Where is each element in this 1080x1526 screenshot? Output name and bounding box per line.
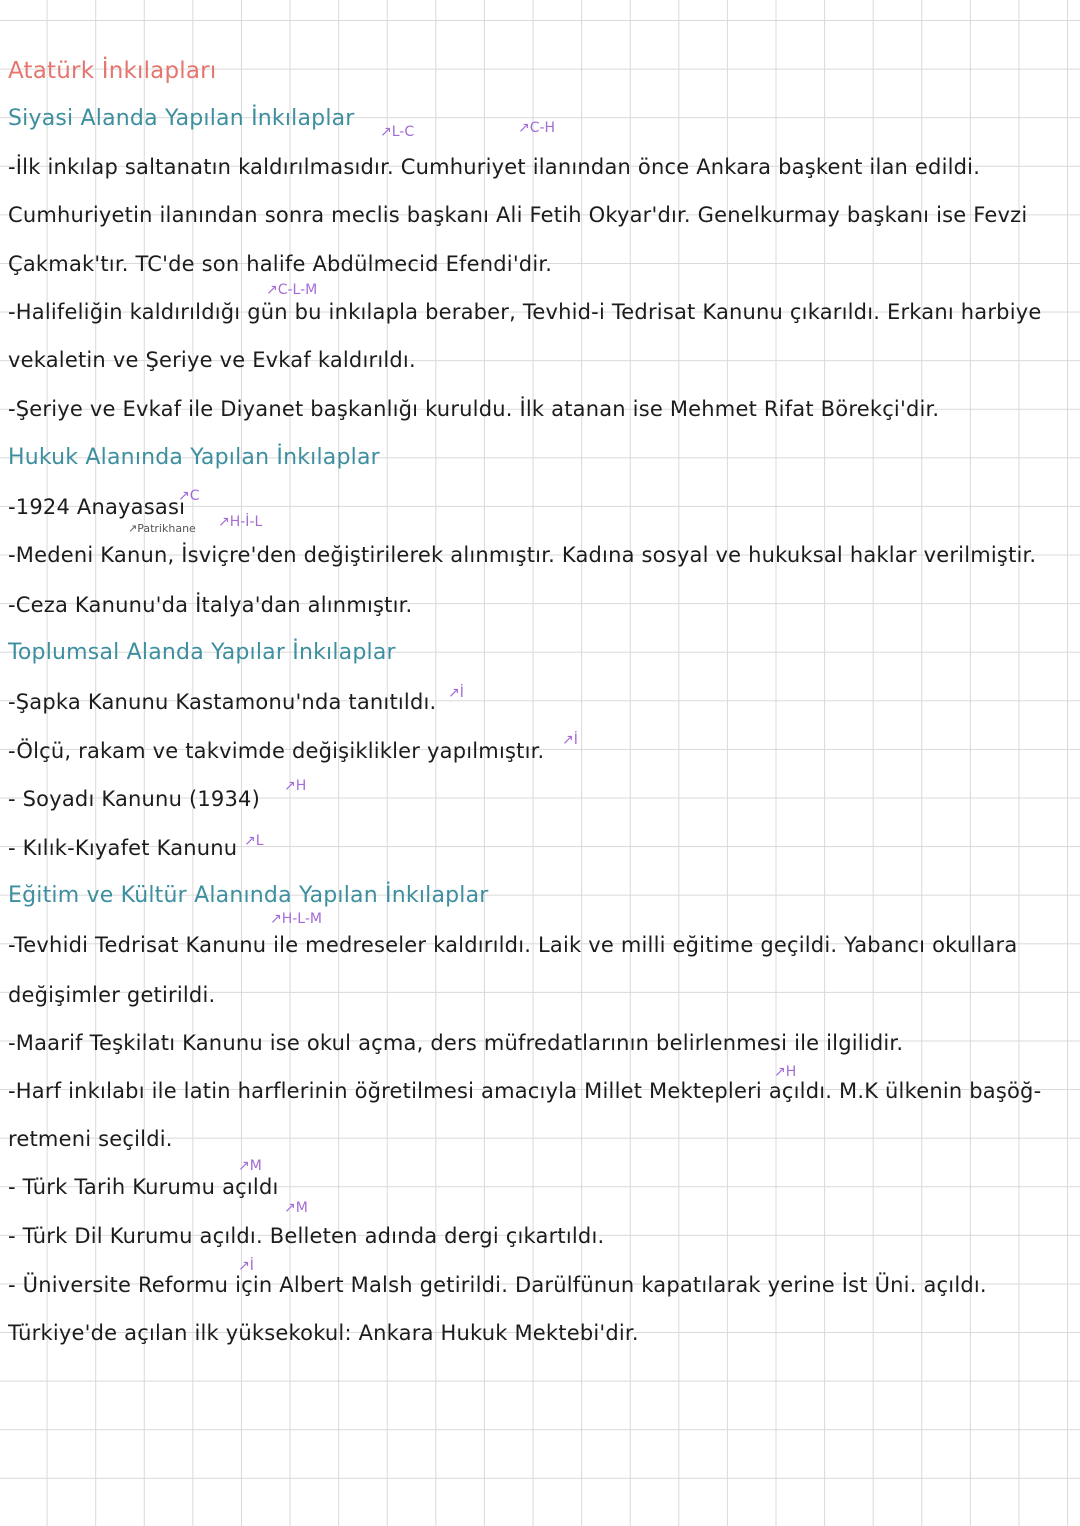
page-title: Atatürk İnkılapları xyxy=(8,58,217,84)
annotation-note: ↗M xyxy=(238,1158,262,1174)
toplumsal-line-3: - Soyadı Kanunu (1934) xyxy=(8,787,260,811)
annotation-note: ↗L xyxy=(244,833,264,849)
toplumsal-heading: Toplumsal Alanda Yapılar İnkılaplar xyxy=(8,640,396,665)
egitim-line-5: retmeni seçildi. xyxy=(8,1127,173,1151)
siyasi-line-4: -Halifeliğin kaldırıldığı gün bu inkılapla beraber, Tevhid-i Tedrisat Kanunu çıkarıldı. Erkanı harbiye xyxy=(8,300,1042,324)
annotation-note: ↗H xyxy=(774,1064,797,1080)
annotation-note: ↗C-L-M xyxy=(266,282,318,298)
siyasi-line-1: -İlk inkılap saltanatın kaldırılmasıdır. Cumhuriyet ilanından önce Ankara başkent ilan edildi. xyxy=(8,155,981,179)
annotation-note: ↗C xyxy=(178,488,200,504)
egitim-line-2: değişimler getirildi. xyxy=(8,983,216,1007)
annotation-note: ↗C-H xyxy=(518,120,556,136)
siyasi-line-3: Çakmak'tır. TC'de son halife Abdülmecid Efendi'dir. xyxy=(8,252,553,276)
egitim-line-9: Türkiye'de açılan ilk yüksekokul: Ankara Hukuk Mektebi'dir. xyxy=(8,1321,639,1345)
toplumsal-line-4: - Kılık-Kıyafet Kanunu xyxy=(8,836,238,860)
egitim-line-8: - Üniversite Reformu için Albert Malsh getirildi. Darülfünun kapatılarak yerine İst Üni. açıldı. xyxy=(8,1273,987,1297)
hukuk-heading: Hukuk Alanında Yapılan İnkılaplar xyxy=(8,445,380,470)
siyasi-line-5: vekaletin ve Şeriye ve Evkaf kaldırıldı. xyxy=(8,348,416,372)
hukuk-line-2: -Medeni Kanun, İsviçre'den değiştirilerek alınmıştır. Kadına sosyal ve hukuksal haklar verilmiştir. xyxy=(8,543,1037,567)
siyasi-heading: Siyasi Alanda Yapılan İnkılaplar xyxy=(8,106,355,131)
egitim-line-4: -Harf inkılabı ile latin harflerinin öğretilmesi amacıyla Millet Mektepleri açıldı. M.K ülkenin başöğ- xyxy=(8,1079,1042,1103)
egitim-line-7: - Türk Dil Kurumu açıldı. Belleten adında dergi çıkartıldı. xyxy=(8,1224,605,1248)
annotation-note: ↗İ xyxy=(448,685,464,701)
annotation-note: ↗Patrikhane xyxy=(128,522,196,535)
toplumsal-line-2: -Ölçü, rakam ve takvimde değişiklikler yapılmıştır. xyxy=(8,739,545,763)
siyasi-line-2: Cumhuriyetin ilanından sonra meclis başkanı Ali Fetih Okyar'dır. Genelkurmay başkanı ise Fevzi xyxy=(8,203,1028,227)
annotation-note: ↗H-İ-L xyxy=(218,514,263,530)
annotation-note: ↗İ xyxy=(562,732,578,748)
annotation-note: ↗L-C xyxy=(380,124,415,140)
egitim-line-3: -Maarif Teşkilatı Kanunu ise okul açma, ders müfredatlarının belirlenmesi ile ilgilidir. xyxy=(8,1031,904,1055)
annotation-note: ↗İ xyxy=(238,1258,254,1274)
hukuk-line-3: -Ceza Kanunu'da İtalya'dan alınmıştır. xyxy=(8,593,413,617)
annotation-note: ↗H xyxy=(284,778,307,794)
annotation-note: ↗H-L-M xyxy=(270,911,322,927)
siyasi-line-6: -Şeriye ve Evkaf ile Diyanet başkanlığı kuruldu. İlk atanan ise Mehmet Rifat Börekçi'dir. xyxy=(8,397,940,421)
egitim-heading: Eğitim ve Kültür Alanında Yapılan İnkılaplar xyxy=(8,883,489,908)
annotation-note: ↗M xyxy=(284,1200,308,1216)
toplumsal-line-1: -Şapka Kanunu Kastamonu'nda tanıtıldı. xyxy=(8,690,437,714)
hukuk-line-1: -1924 Anayasası xyxy=(8,495,186,519)
egitim-line-6: - Türk Tarih Kurumu açıldı xyxy=(8,1175,279,1199)
egitim-line-1: -Tevhidi Tedrisat Kanunu ile medreseler kaldırıldı. Laik ve milli eğitime geçildi. Yabancı okullara xyxy=(8,933,1018,957)
